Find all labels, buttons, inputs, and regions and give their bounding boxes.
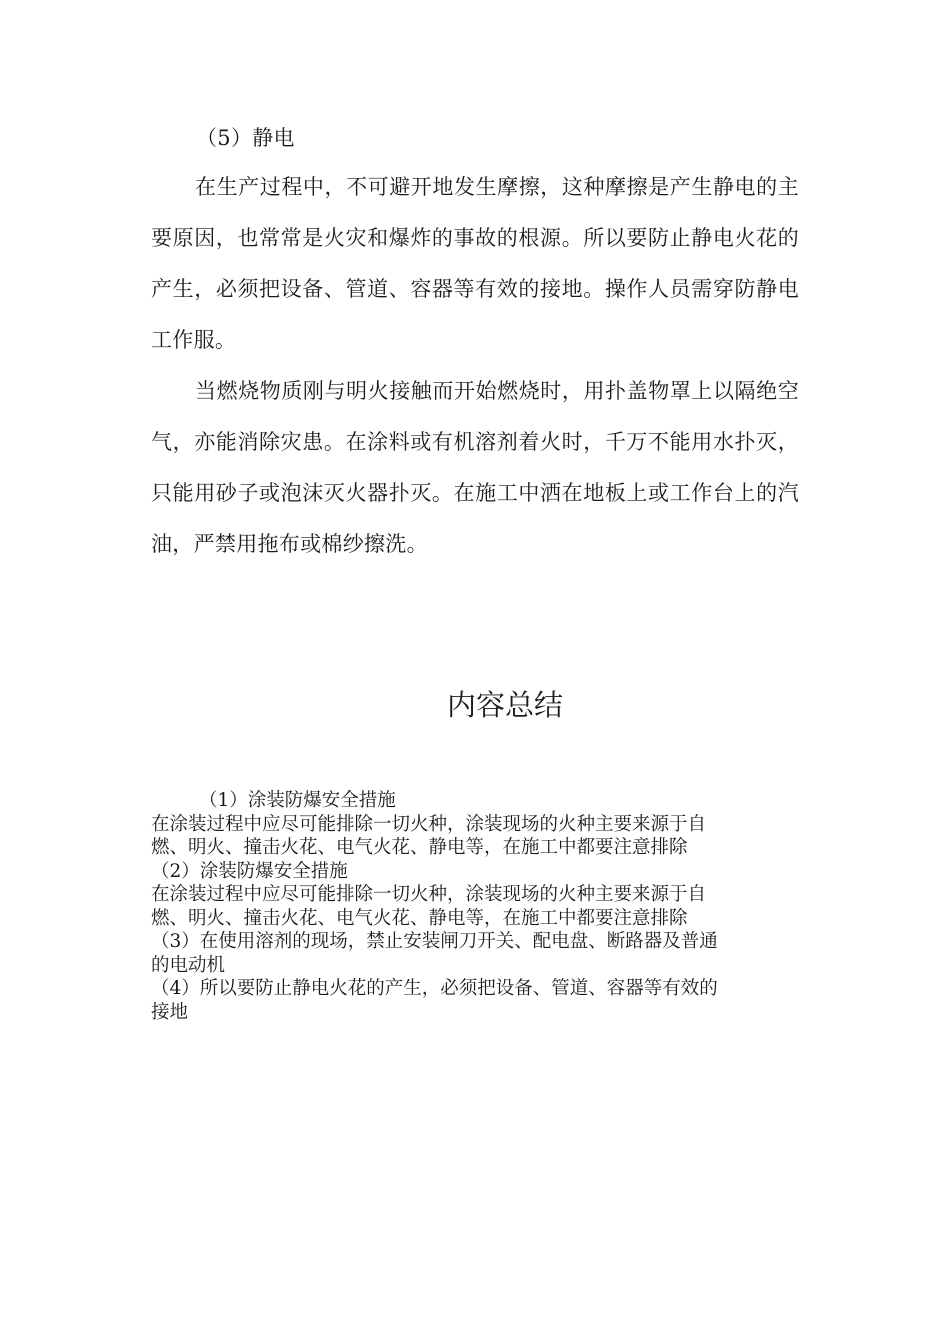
summary-line: 燃、明火、撞击火花、电气火花、静电等，在施工中都要注意排除 bbox=[151, 837, 688, 858]
section-heading: （5）静电 bbox=[196, 126, 295, 150]
summary-line: 燃、明火、撞击火花、电气火花、静电等，在施工中都要注意排除 bbox=[151, 907, 688, 929]
paragraph-static-electricity: 在生产过程中，不可避开地发生摩擦，这种摩擦是产生静电的主要原因，也常常是火灾和爆炸的事故的根源。所以要防止静电火花的产生，必须把设备、管道、容器等有效的接地。操作人员需穿防静电工作服。 bbox=[151, 175, 799, 352]
summary-line: 在涂装过程中应尽可能排除一切火种，涂装现场的火种主要来源于自 bbox=[151, 884, 707, 905]
summary-line: （4）所以要防止静电火花的产生，必须把设备、管道、容器等有效的 bbox=[151, 978, 718, 999]
summary-line: 在涂装过程中应尽可能排除一切火种，涂装现场的火种主要来源于自 bbox=[151, 813, 707, 835]
summary-line: 的电动机 bbox=[151, 954, 226, 976]
summary-title: 内容总结 bbox=[446, 688, 563, 722]
summary-line: （1）涂装防爆安全措施 bbox=[199, 790, 396, 811]
summary-line: 接地 bbox=[151, 1001, 189, 1023]
paragraph-fire-extinguishing: 当燃烧物质刚与明火接触而开始燃烧时，用扑盖物罩上以隔绝空气，亦能消除灾患。在涂料或有机溶剂着火时，千万不能用水扑灭，只能用砂子或泡沫灭火器扑灭。在施工中洒在地板上或工作台上的汽油，严禁用拖布或棉纱擦洗。 bbox=[151, 379, 799, 556]
summary-line: （2）涂装防爆安全措施 bbox=[151, 860, 348, 882]
summary-line: （3）在使用溶剂的现场，禁止安装闸刀开关、配电盘、断路器及普通 bbox=[151, 931, 718, 952]
summary-block bbox=[151, 789, 791, 1024]
